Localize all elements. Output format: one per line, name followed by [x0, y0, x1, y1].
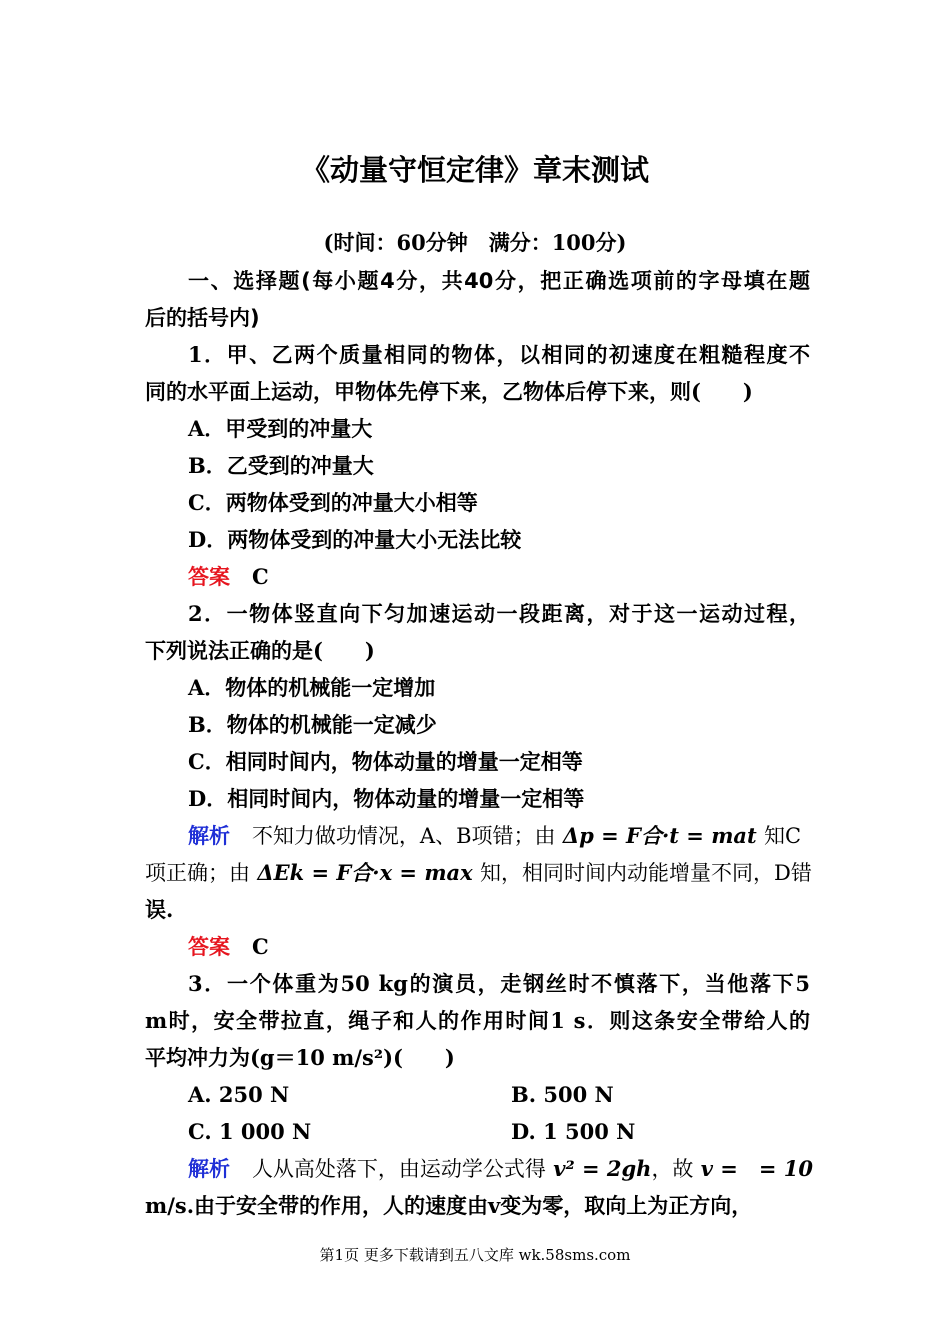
analysis-text: 知，相同时间内动能增量不同，D错 [480, 861, 812, 885]
exam-info: (时间：60分钟 满分：100分) [323, 230, 627, 255]
q2-answer-value: C [251, 934, 269, 959]
q3-option-b: B. 500 N [511, 1082, 614, 1107]
q3-stem-line2: m时，安全带拉直，绳子和人的作用时间1 s．则这条安全带给人的 [145, 1008, 810, 1033]
analysis-text: ，故 [651, 1157, 694, 1181]
q2-analysis-line3: 误. [145, 897, 174, 922]
q3-stem-line1: 3．一个体重为50 kg的演员，走钢丝时不慎落下，当他落下5 [188, 971, 810, 996]
q1-option-d: D．两物体受到的冲量大小无法比较 [188, 527, 522, 552]
analysis-label: 解析 [188, 824, 230, 848]
q2-option-a: A．物体的机械能一定增加 [188, 675, 436, 700]
answer-label: 答案 [188, 935, 230, 959]
q3-option-a: A. 250 N [188, 1082, 290, 1107]
q3-options-row2 [188, 1117, 810, 1147]
analysis-text: 知C [764, 824, 802, 848]
q1-option-c: C．两物体受到的冲量大小相等 [188, 490, 478, 515]
q3-analysis-line2: m/s.由于安全带的作用，人的速度由v变为零，取向上为正方向， [145, 1193, 753, 1218]
q2-stem-line2: 下列说法正确的是( ) [145, 638, 375, 663]
formula: v = = 10 [700, 1156, 813, 1181]
analysis-text: 人从高处落下，由运动学公式得 [251, 1157, 546, 1181]
q3-analysis-line1 [188, 1154, 813, 1184]
formula: Δp = F合·t = mat [562, 823, 757, 848]
formula: v² = 2gh [553, 1156, 652, 1181]
q2-option-b: B．物体的机械能一定减少 [188, 712, 437, 737]
q1-answer-value: C [251, 564, 269, 589]
section-heading-line2: 后的括号内) [145, 306, 260, 330]
analysis-text: 项正确；由 [145, 861, 250, 885]
q2-answer [188, 932, 810, 962]
page-footer: 第1页 更多下载请到五八文库 wk.58sms.com [319, 1246, 631, 1264]
formula: ΔEk = F合·x = max [257, 860, 473, 885]
q1-answer [188, 562, 810, 592]
q1-option-b: B．乙受到的冲量大 [188, 453, 374, 478]
page-title: 《动量守恒定律》章末测试 [300, 153, 649, 187]
analysis-label: 解析 [188, 1157, 230, 1181]
q2-analysis-line1 [188, 821, 810, 851]
q1-stem-line1: 1．甲、乙两个质量相同的物体，以相同的初速度在粗糙程度不 [188, 342, 810, 367]
q3-option-d: D. 1 500 N [511, 1119, 636, 1144]
section-heading-line1: 一、选择题(每小题4分，共40分，把正确选项前的字母填在题 [188, 269, 810, 293]
q3-options-row1 [188, 1080, 810, 1110]
q2-option-c: C．相同时间内，物体动量的增量一定相等 [188, 749, 583, 774]
q2-analysis-line2 [145, 858, 810, 888]
q1-stem-line2: 同的水平面上运动，甲物体先停下来，乙物体后停下来，则( ) [145, 379, 753, 404]
q3-option-c: C. 1 000 N [188, 1119, 312, 1144]
q1-option-a: A．甲受到的冲量大 [188, 416, 373, 441]
analysis-text: 不知力做功情况，A、B项错；由 [251, 824, 556, 848]
q3-stem-line3: 平均冲力为(g＝10 m/s²)( ) [145, 1045, 455, 1070]
q2-option-d: D．相同时间内，物体动量的增量一定相等 [188, 786, 585, 811]
q2-stem-line1: 2．一物体竖直向下匀加速运动一段距离，对于这一运动过程， [188, 601, 810, 626]
answer-label: 答案 [188, 565, 230, 589]
